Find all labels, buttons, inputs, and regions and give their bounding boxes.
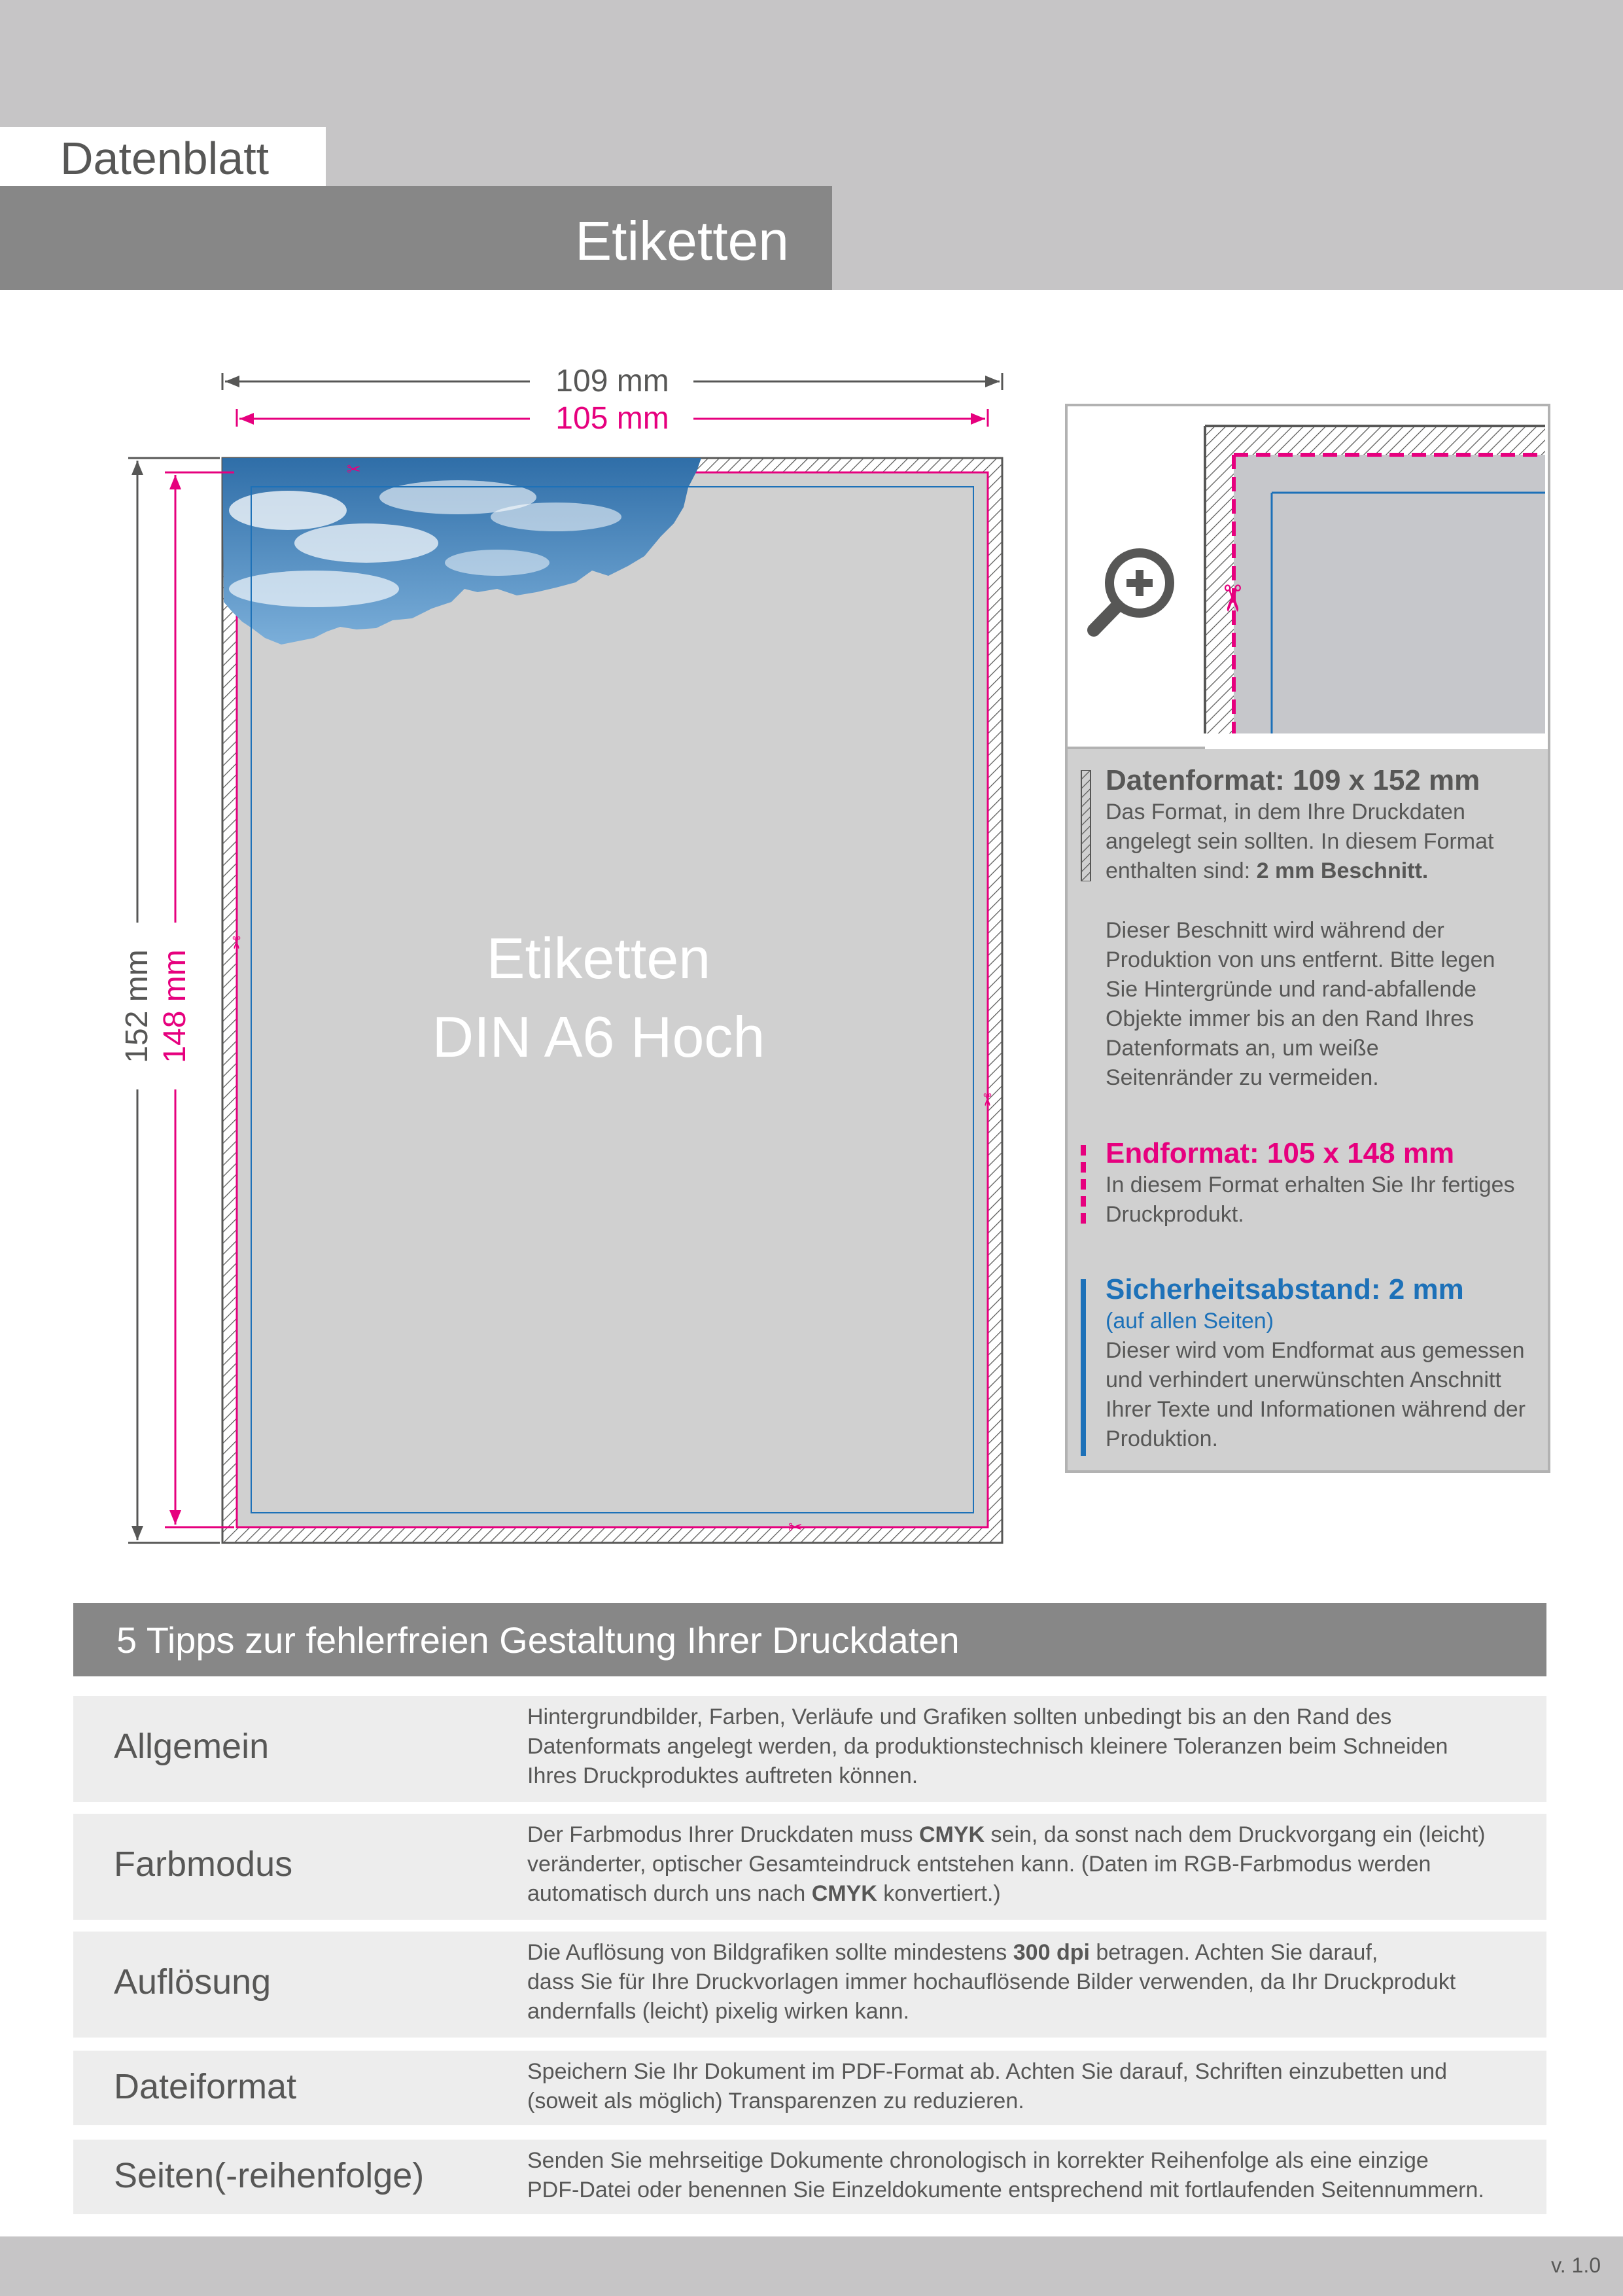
tip-text xyxy=(527,1938,1535,2026)
tip-line: andernfalls (leicht) pixelig wirken kann. xyxy=(527,1999,909,2024)
dim-width-outer: 109 mm xyxy=(555,364,669,398)
zoom-in-icon xyxy=(1094,553,1170,630)
format-label-line2: DIN A6 Hoch xyxy=(432,1004,765,1069)
footer-band xyxy=(0,2236,1623,2296)
sicherheit-title: Sicherheitsabstand: 2 mm xyxy=(1106,1273,1464,1305)
safety-marker xyxy=(1081,1279,1086,1456)
tip-label: Allgemein xyxy=(114,1727,270,1766)
tip-label: Farbmodus xyxy=(114,1845,293,1884)
header-tab xyxy=(0,127,326,186)
dim-height-outer: 152 mm xyxy=(120,949,154,1063)
header-tab-label: Datenblatt xyxy=(60,133,270,184)
info-sicherheit xyxy=(1106,1273,1544,1454)
tip-text xyxy=(527,2146,1535,2205)
tip-row-aufloesung xyxy=(73,1932,1546,2038)
datenformat-text2: Dieser Beschnitt wird während der Produktion von uns entfernt. Bitte legen Sie Hintergründe und rand-abfallende Objekte immer bis an den Rand Ihres Datenformats an, um weiße Seitenränder zu vermeiden. xyxy=(1106,918,1495,1090)
scissors-icon: ✂ xyxy=(788,1517,803,1537)
tip-line: Speichern Sie Ihr Dokument im PDF-Format ab. Achten Sie darauf, Schriften einzubetten und xyxy=(527,2059,1448,2084)
datenformat-title: Datenformat: 109 x 152 mm xyxy=(1106,764,1480,796)
endformat-text: In diesem Format erhalten Sie Ihr fertiges Druckprodukt. xyxy=(1106,1173,1515,1227)
scissors-icon: ✂ xyxy=(226,936,246,950)
tips-heading-bar xyxy=(73,1603,1546,1676)
tip-text xyxy=(527,2057,1535,2116)
tip-line: Der Farbmodus Ihrer Druckdaten muss CMYK sein, da sonst nach dem Druckvorgang ein (leicht) xyxy=(527,1822,1486,1847)
tip-line: dass Sie für Ihre Druckvorlagen immer hochauflösende Bilder verwenden, da Ihr Druckprodukt xyxy=(527,1969,1456,1994)
tip-line: veränderter, optischer Gesamteindruck entstehen kann. (Daten im RGB-Farbmodus werden xyxy=(527,1852,1431,1877)
tip-text xyxy=(527,1820,1535,1909)
info-panel xyxy=(1065,749,1550,1473)
endformat-title: Endformat: 105 x 148 mm xyxy=(1106,1137,1455,1169)
end-format-area xyxy=(237,472,988,1527)
datenformat-bleed: 2 mm Beschnitt. xyxy=(1256,858,1429,883)
tip-line: Datenformats angelegt werden, da produktionstechnisch kleinere Toleranzen beim Schneiden xyxy=(527,1734,1448,1759)
page-title: Etiketten xyxy=(575,210,789,272)
scissors-icon: ✂ xyxy=(347,459,361,479)
tip-line: PDF-Datei oder benennen Sie Einzeldokumente entsprechend mit fortlaufenden Seitennummern. xyxy=(527,2178,1484,2202)
scissors-icon: ✂ xyxy=(1212,583,1253,614)
tip-row-allgemein xyxy=(73,1696,1546,1802)
dim-height-inner: 148 mm xyxy=(158,949,192,1063)
tip-line: Hintergrundbilder, Farben, Verläufe und Grafiken sollten unbedingt bis an den Rand des xyxy=(527,1704,1392,1729)
format-label-line1: Etiketten xyxy=(486,926,711,991)
sicherheit-text: Dieser wird vom Endformat aus gemessen und verhindert unerwünschten Anschnitt Ihrer Texte und Informationen während der Produktion. xyxy=(1106,1338,1526,1451)
tip-label: Dateiformat xyxy=(114,2067,297,2106)
tip-row-farbmodus xyxy=(73,1814,1546,1920)
format-drawing xyxy=(0,340,1047,1570)
tip-label: Auflösung xyxy=(114,1962,271,2002)
info-endformat xyxy=(1106,1137,1544,1229)
tip-line: (soweit als möglich) Transparenzen zu reduzieren. xyxy=(527,2089,1024,2113)
tip-row-seiten xyxy=(73,2140,1546,2214)
tip-line: Senden Sie mehrseitige Dokumente chronologisch in korrekter Reihenfolge als eine einzige xyxy=(527,2148,1429,2173)
scissors-icon: ✂ xyxy=(977,1093,997,1107)
sicherheit-sub: (auf allen Seiten) xyxy=(1106,1309,1274,1333)
version-label: v. 1.0 xyxy=(1551,2253,1601,2277)
detail-illustration xyxy=(1068,406,1548,749)
dim-width-inner: 105 mm xyxy=(555,401,669,436)
tip-line: automatisch durch uns nach CMYK konvertiert.) xyxy=(527,1881,1001,1906)
detail-zoom-box xyxy=(1065,404,1550,749)
header-title-bar xyxy=(0,186,832,290)
tips-heading: 5 Tipps zur fehlerfreien Gestaltung Ihrer Druckdaten xyxy=(116,1619,960,1661)
bleed-hatch-marker xyxy=(1081,770,1091,881)
tip-line: Ihres Druckproduktes auftreten können. xyxy=(527,1763,918,1788)
tip-line: Die Auflösung von Bildgrafiken sollte mindestens 300 dpi betragen. Achten Sie darauf, xyxy=(527,1940,1378,1965)
tip-text xyxy=(527,1703,1535,1791)
info-datenformat xyxy=(1106,764,1544,1093)
tip-label: Seiten(-reihenfolge) xyxy=(114,2156,425,2195)
end-format-marker xyxy=(1081,1145,1086,1224)
tip-row-dateiformat xyxy=(73,2051,1546,2125)
datenformat-text: Das Format, in dem Ihre Druckdaten angelegt sein sollten. In diesem Format enthalten sind: xyxy=(1106,800,1494,883)
